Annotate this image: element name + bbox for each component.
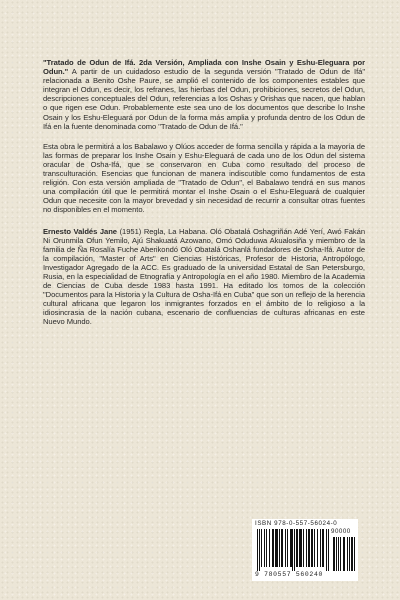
barcode-bar — [320, 529, 321, 567]
barcode-bar — [317, 529, 318, 567]
author-name: Ernesto Valdés Jane — [43, 226, 117, 236]
barcode-bar — [257, 529, 258, 571]
barcode-bar — [306, 529, 307, 567]
paragraph-author-bio — [43, 227, 365, 327]
barcode-bar — [294, 529, 295, 571]
barcode-bar — [281, 529, 283, 567]
barcode-bar — [314, 529, 315, 567]
barcode-bar — [279, 529, 280, 567]
barcode-bar — [287, 529, 288, 567]
book-title-lead: "Tratado de Odun de Ifá. 2da Versión, Ampliada con Inshe Osain y Eshu-Eleguara por Odun." — [43, 58, 365, 77]
barcode-bar — [338, 537, 339, 571]
barcode-bar — [351, 537, 353, 571]
barcode-bar — [333, 537, 335, 571]
barcode-bar — [290, 529, 292, 567]
barcode-bar — [311, 529, 313, 567]
barcode-bar — [322, 529, 324, 567]
barcode-bar — [328, 529, 329, 571]
isbn-label: ISBN 978-0-557-56024-0 — [255, 520, 338, 527]
barcode-bar — [299, 529, 302, 567]
barcode-bar — [261, 529, 262, 567]
barcode-bar — [264, 529, 265, 567]
barcode-bar — [347, 537, 348, 571]
back-cover-text — [43, 58, 365, 327]
barcode-bar — [308, 529, 310, 567]
barcode-bar — [343, 537, 345, 571]
barcode-bar — [349, 537, 350, 571]
barcode-bars — [255, 529, 357, 571]
paragraph-purpose: Esta obra le permitirá a los Babalawo y Olúos acceder de forma sencilla y rápida a la mayoría de las formas de preparar los Inshe Osain y Eshu-Eleguará de cada uno de los Odun del sistema oracular de Osha-Ifá, que se conservaron en Cuba como resultado del proceso de transculturación. Esencias que funcionan de manera indiscutible como fundamentos de esta religión. Con esta versión ampliada de "Tratado de Odun", el Babalawo tendrá en sus manos una compilación útil que le permitirá montar el Inshe Osain o el Eshu-Eleguará de cualquier Odun que necesite con la mayor brevedad y sin necesidad de recurrir a consultar otras fuentes no disponibles en el momento. — [43, 141, 365, 215]
barcode-bar — [285, 529, 286, 567]
barcode-digits: 9 780557 560240 — [255, 571, 324, 578]
barcode-bar — [269, 529, 270, 567]
barcode-bar — [266, 529, 267, 567]
barcode-bar — [272, 529, 274, 567]
barcode-bar — [296, 529, 298, 567]
barcode-bar — [336, 537, 337, 571]
paragraph-title-description — [43, 58, 365, 131]
barcode-bar — [354, 537, 355, 571]
barcode-bar — [303, 529, 304, 567]
paragraph-1-body: A partir de un cuidadoso estudio de la segunda versión "Tratado de Odun de Ifá" relacionada a Benito Oshe Paure, se amplió el contenido de los componentes estables que integran el Odun, es decir, los refranes, las hierbas del Odun, prohibiciones, secretos del Odun, descripciones conceptuales del Odun, referencias a los Oshas y Orishas que nacen, que hablan o que rigen ese Odun. Probablemente este sea uno de los documentos que describe lo Inshe Osain y los Eshu-Eleguará por Odun de la forma más amplia y profunda dentro de los Odun de Ifá en la fuente denominada como "Tratado de Odun de Ifá." — [43, 67, 365, 131]
barcode-bar — [340, 537, 341, 571]
barcode-bar — [275, 529, 278, 567]
paragraph-3-body: (1951) Regla, La Habana. Oló Obatalá Oshagriñán Adé Yerí, Awó Fakán Ni Orunmila Ofun Yemilo, Ajú Shakuatá Azowano, Omó Oduduwa Akualosiña y miembro de la familia de Ña Rosalía Fuche Aberikondó Oló Obatalá Oshanlá fundadores de Osha-Ifá. Autor de la compilación, "Master of Arts" en Ciencias Históricas, Profesor de Historia, Antropólogo, Investigador Agregado de la ACC. Es graduado de la universidad Estatal de San Petersburgo, Rusia, en la especialidad de Etnografía y Antropología en el año 1980. Miembro de la Academia de Ciencias de Cuba desde 1983 hasta 1991. Ha editado los tomos de la colección "Documentos para la Historia y la Cultura de Osha-Ifá en Cuba" que son un reflejo de la herencia cultural africana que legaron los inmigrantes forzados en el ámbito de lo religioso a la idiosincrasia de la nación cubana, escenario de confluencias de culturas africanas en este Nuevo Mundo. — [43, 226, 365, 327]
barcode-bar — [326, 529, 327, 571]
barcode-addon-label: 90000 — [331, 528, 351, 535]
barcode-bar — [259, 529, 260, 571]
isbn-barcode — [252, 519, 358, 581]
barcode-bar — [292, 529, 293, 571]
